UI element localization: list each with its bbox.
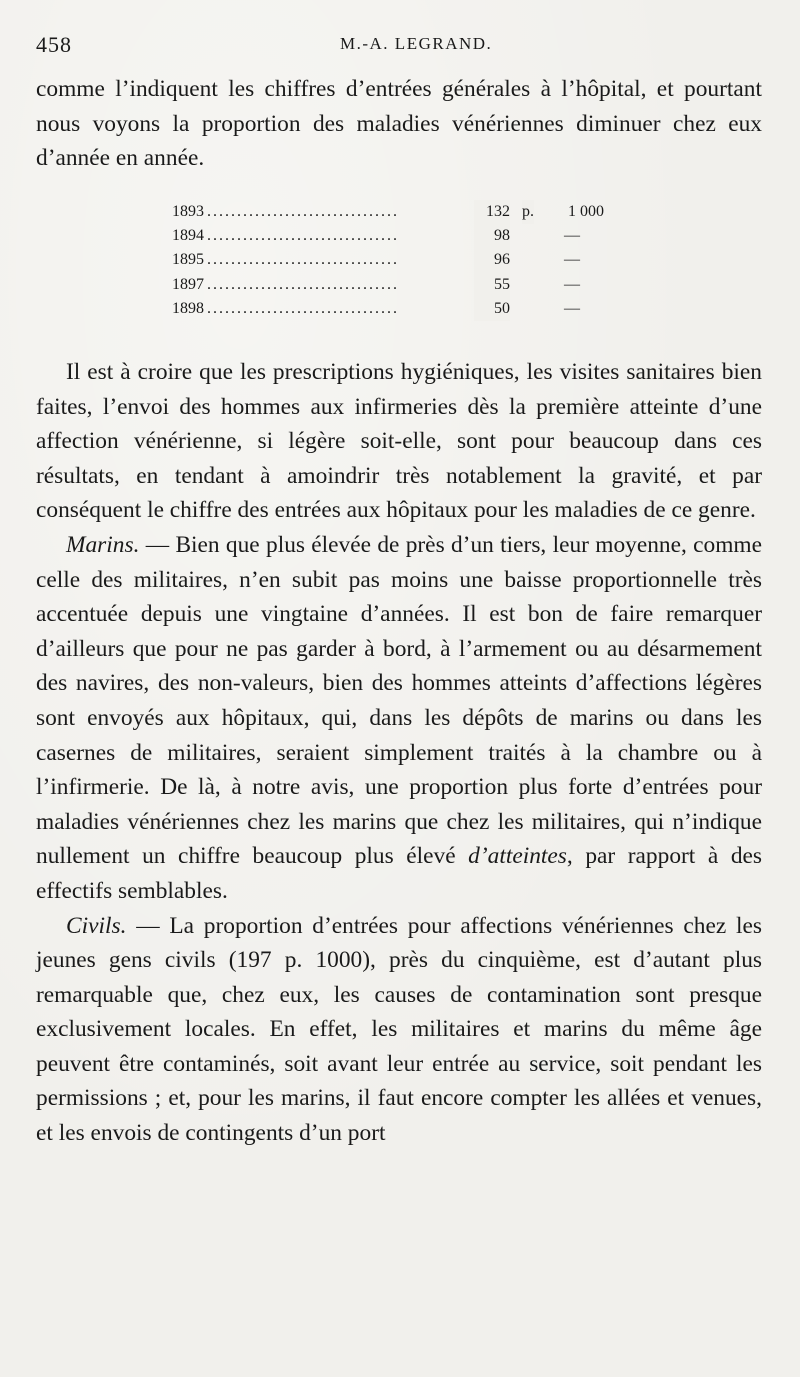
table-year: 1893 . . . xyxy=(172,200,442,224)
table-value: 132 xyxy=(474,200,510,224)
table-base: 1 000 xyxy=(568,203,604,220)
table-year: 1898 . . . xyxy=(172,297,442,321)
table-ditto-mark: — xyxy=(564,299,580,317)
table-value: 50 xyxy=(474,297,510,321)
page-header xyxy=(36,30,756,60)
paragraph-marins-text-1: — Bien que plus élevée de près d’un tiers, leur moyenne, comme celle des militaires, n’en subit pas moins une baisse proportionnelle très accentuée depuis une vingtaine d’années. Il est bon de faire remarquer d’ailleurs que pour ne pas garder à bord, à l’armement ou au désarmement des navires, des non-valeurs, bien des hommes atteints d’affections légères sont envoyés aux hôpitaux, qui, dans les dépôts de marins ou dans les casernes de militaires, seraient simplement traités à la chambre ou à l’infirmerie. De là, à notre avis, une proportion plus forte d’entrées pour maladies vénériennes chez les marins que chez les militaires, qui n’indique nullement un chiffre beaucoup plus élevé xyxy=(36,531,762,870)
emphasis-atteintes: d’atteintes xyxy=(468,843,567,870)
table-year: 1895 . . . xyxy=(172,248,442,272)
paragraph-marins-text-2: , par rapport à des effectifs semblables. xyxy=(36,843,762,904)
table-year: 1897 . . . xyxy=(172,273,442,297)
runin-heading-civils: Civils. xyxy=(66,912,127,939)
table-row xyxy=(172,273,632,297)
page-number: 458 xyxy=(36,32,72,57)
paragraph-hygiene: Il est à croire que les prescriptions hygiéniques, les visites sanitaires bien faites, l’envoi des hommes aux infirmeries dès la première atteinte d’une affection vénérienne, si légère soit-elle, sont pour beaucoup dans ces résultats, en tendant à amoindrir très notablement la gravité, et par conséquent le chiffre des entrées aux hôpitaux pour les maladies de ce genre. xyxy=(36,359,762,524)
table-ditto-mark: — xyxy=(564,227,580,245)
table-row xyxy=(172,248,632,272)
paragraph-continuation: comme l’indiquent les chiffres d’entrées générales à l’hôpital, et pourtant nous voyons la proportion des maladies vénériennes diminuer chez eux d’année en année. xyxy=(36,76,762,172)
table-ditto-mark: — xyxy=(564,251,580,269)
opening-paragraph-block xyxy=(36,72,762,176)
table-row xyxy=(172,200,632,224)
main-text-block xyxy=(36,355,762,1151)
runin-heading-marins: Marins. xyxy=(66,531,140,558)
table-value: 55 xyxy=(474,273,510,297)
paragraph-civils-text: — La proportion d’entrées pour affections vénériennes chez les jeunes gens civils (197 p. 1000), près du cinquième, est d’autant plus remarquable que, chez eux, les causes de contamination sont presque exclusivement locales. En effet, les militaires et marins du même âge peuvent être contaminés, soit avant leur entrée au service, soit pendant les permissions ; et, pour les marins, il faut encore compter les allées et venues, et les envois de contingents d’un port xyxy=(36,912,762,1147)
paragraph-civils xyxy=(36,909,762,1151)
table-value: 96 xyxy=(474,248,510,272)
table-row xyxy=(172,224,632,248)
table-row xyxy=(172,297,632,321)
table-value: 98 xyxy=(474,224,510,248)
yearly-proportion-table xyxy=(172,200,632,321)
paragraph-marins xyxy=(36,528,762,909)
running-head: M.-A. LEGRAND. xyxy=(340,34,493,53)
table-unit: p. xyxy=(522,200,534,224)
table-ditto-mark: — xyxy=(564,275,580,293)
table-year: 1894 . . . xyxy=(172,224,442,248)
